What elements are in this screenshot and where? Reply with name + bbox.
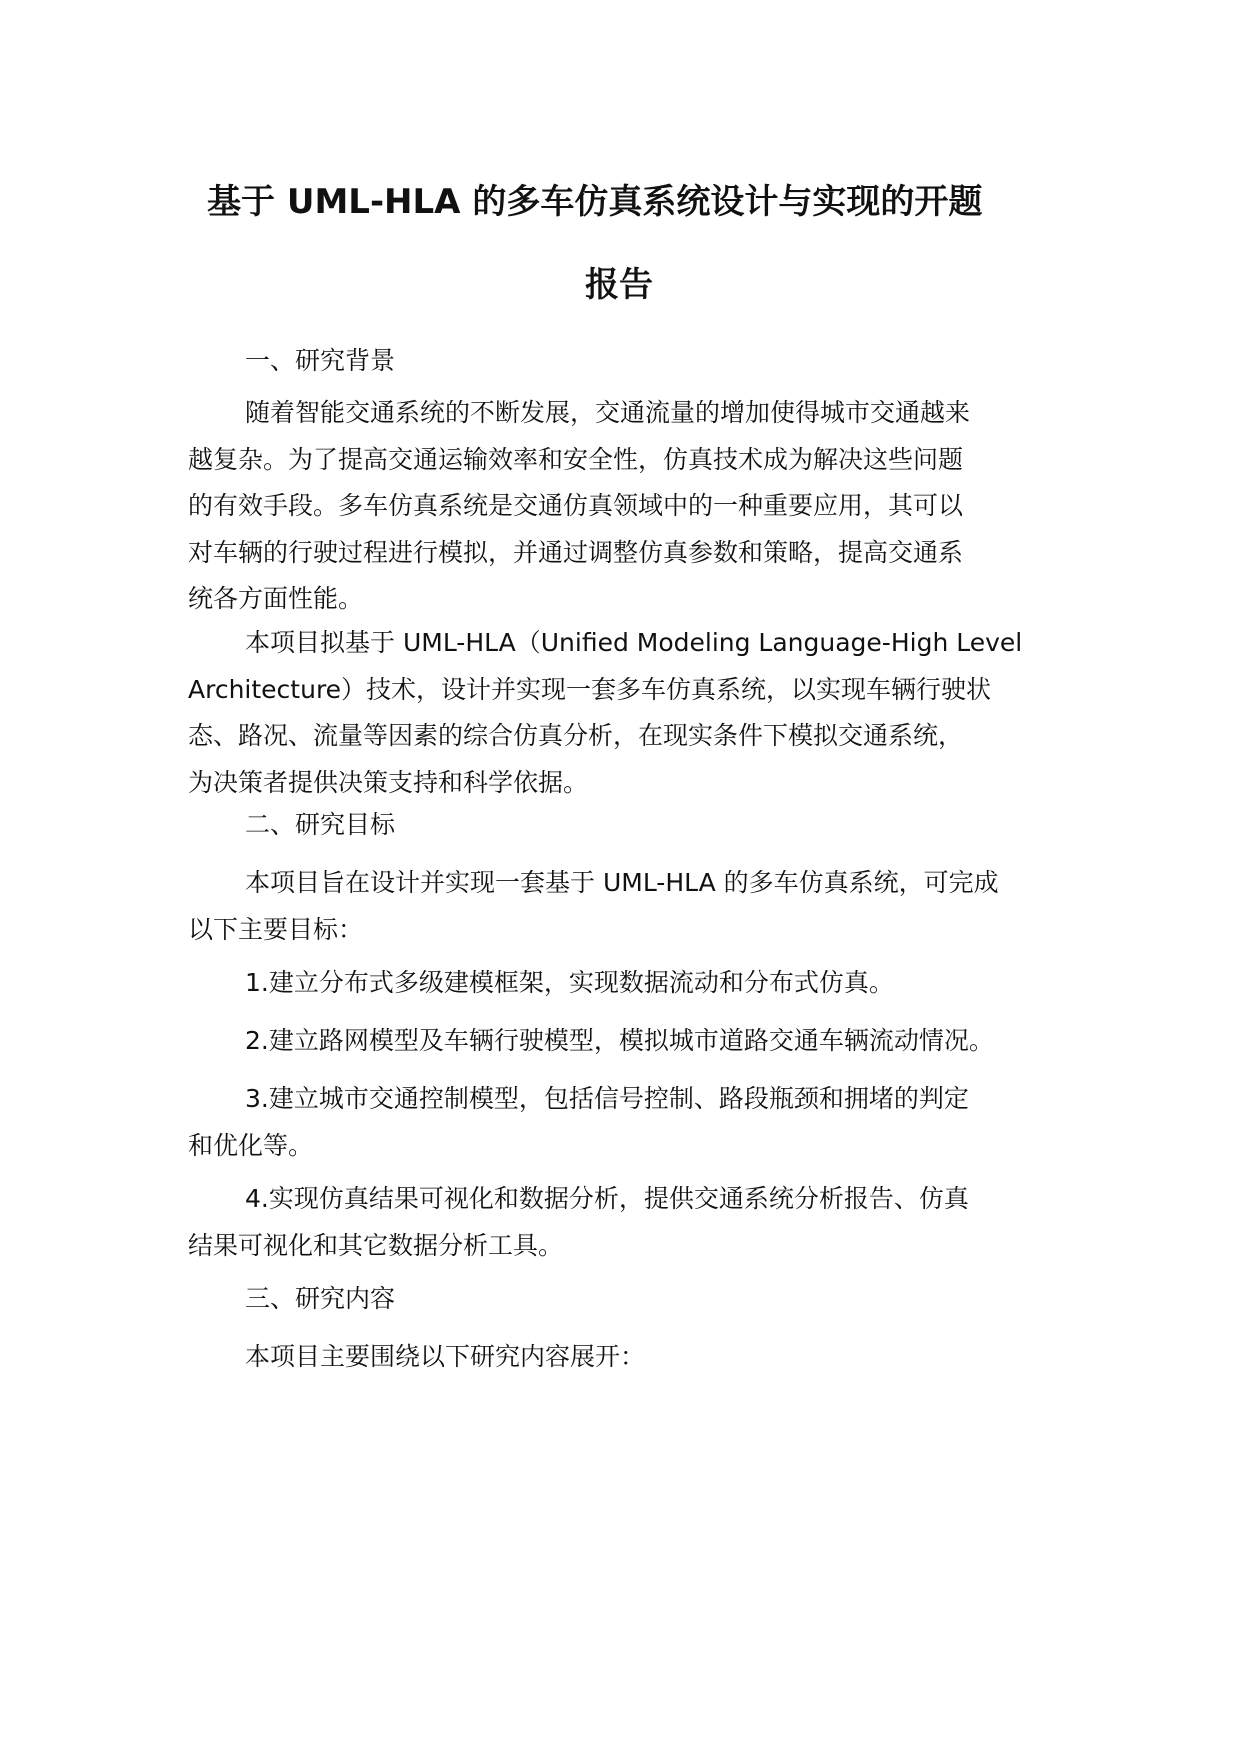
section-heading-goals: 二、研究目标: [245, 810, 396, 839]
paragraph-background-1: 随着智能交通系统的不断发展，交通流量的增加使得城市交通越来 越复杂。为了提高交通运输效率和安全性，仿真技术成为解决这些问题 的有效手段。多车仿真系统是交通仿真领域中的一种重要应用，其可以 对车辆的行驶过程进行模拟，并通过调整仿真参数和策略，提高交通系 统各方面性能。: [188, 398, 971, 613]
section-heading-content: 三、研究内容: [245, 1284, 396, 1313]
goal-item-3: 3.建立城市交通控制模型，包括信号控制、路段瓶颈和拥堵的判定 和优化等。: [188, 1084, 969, 1160]
paragraph-content-intro: 本项目主要围绕以下研究内容展开：: [245, 1342, 646, 1371]
document-title-line-1: 基于 UML-HLA 的多车仿真系统设计与实现的开题: [207, 182, 983, 222]
paragraph-goals-intro: 本项目旨在设计并实现一套基于 UML-HLA 的多车仿真系统，可完成 以下主要目标：: [188, 868, 999, 944]
section-heading-background: 一、研究背景: [245, 346, 396, 375]
goal-item-2: 2.建立路网模型及车辆行驶模型，模拟城市道路交通车辆流动情况。: [245, 1026, 994, 1055]
goal-item-4: 4.实现仿真结果可视化和数据分析，提供交通系统分析报告、仿真 结果可视化和其它数据分析工具。: [188, 1184, 969, 1260]
goal-item-1: 1.建立分布式多级建模框架，实现数据流动和分布式仿真。: [245, 968, 894, 997]
document-title-line-2: 报告: [585, 265, 653, 305]
paragraph-background-2: 本项目拟基于 UML-HLA（Unified Modeling Language-High Level Architecture）技术，设计并实现一套多车仿真系统，以实现车辆行驶状 态、路况、流量等因素的综合仿真分析，在现实条件下模拟交通系统， 为决策者提供决策支持和科学依据。: [188, 628, 1023, 797]
